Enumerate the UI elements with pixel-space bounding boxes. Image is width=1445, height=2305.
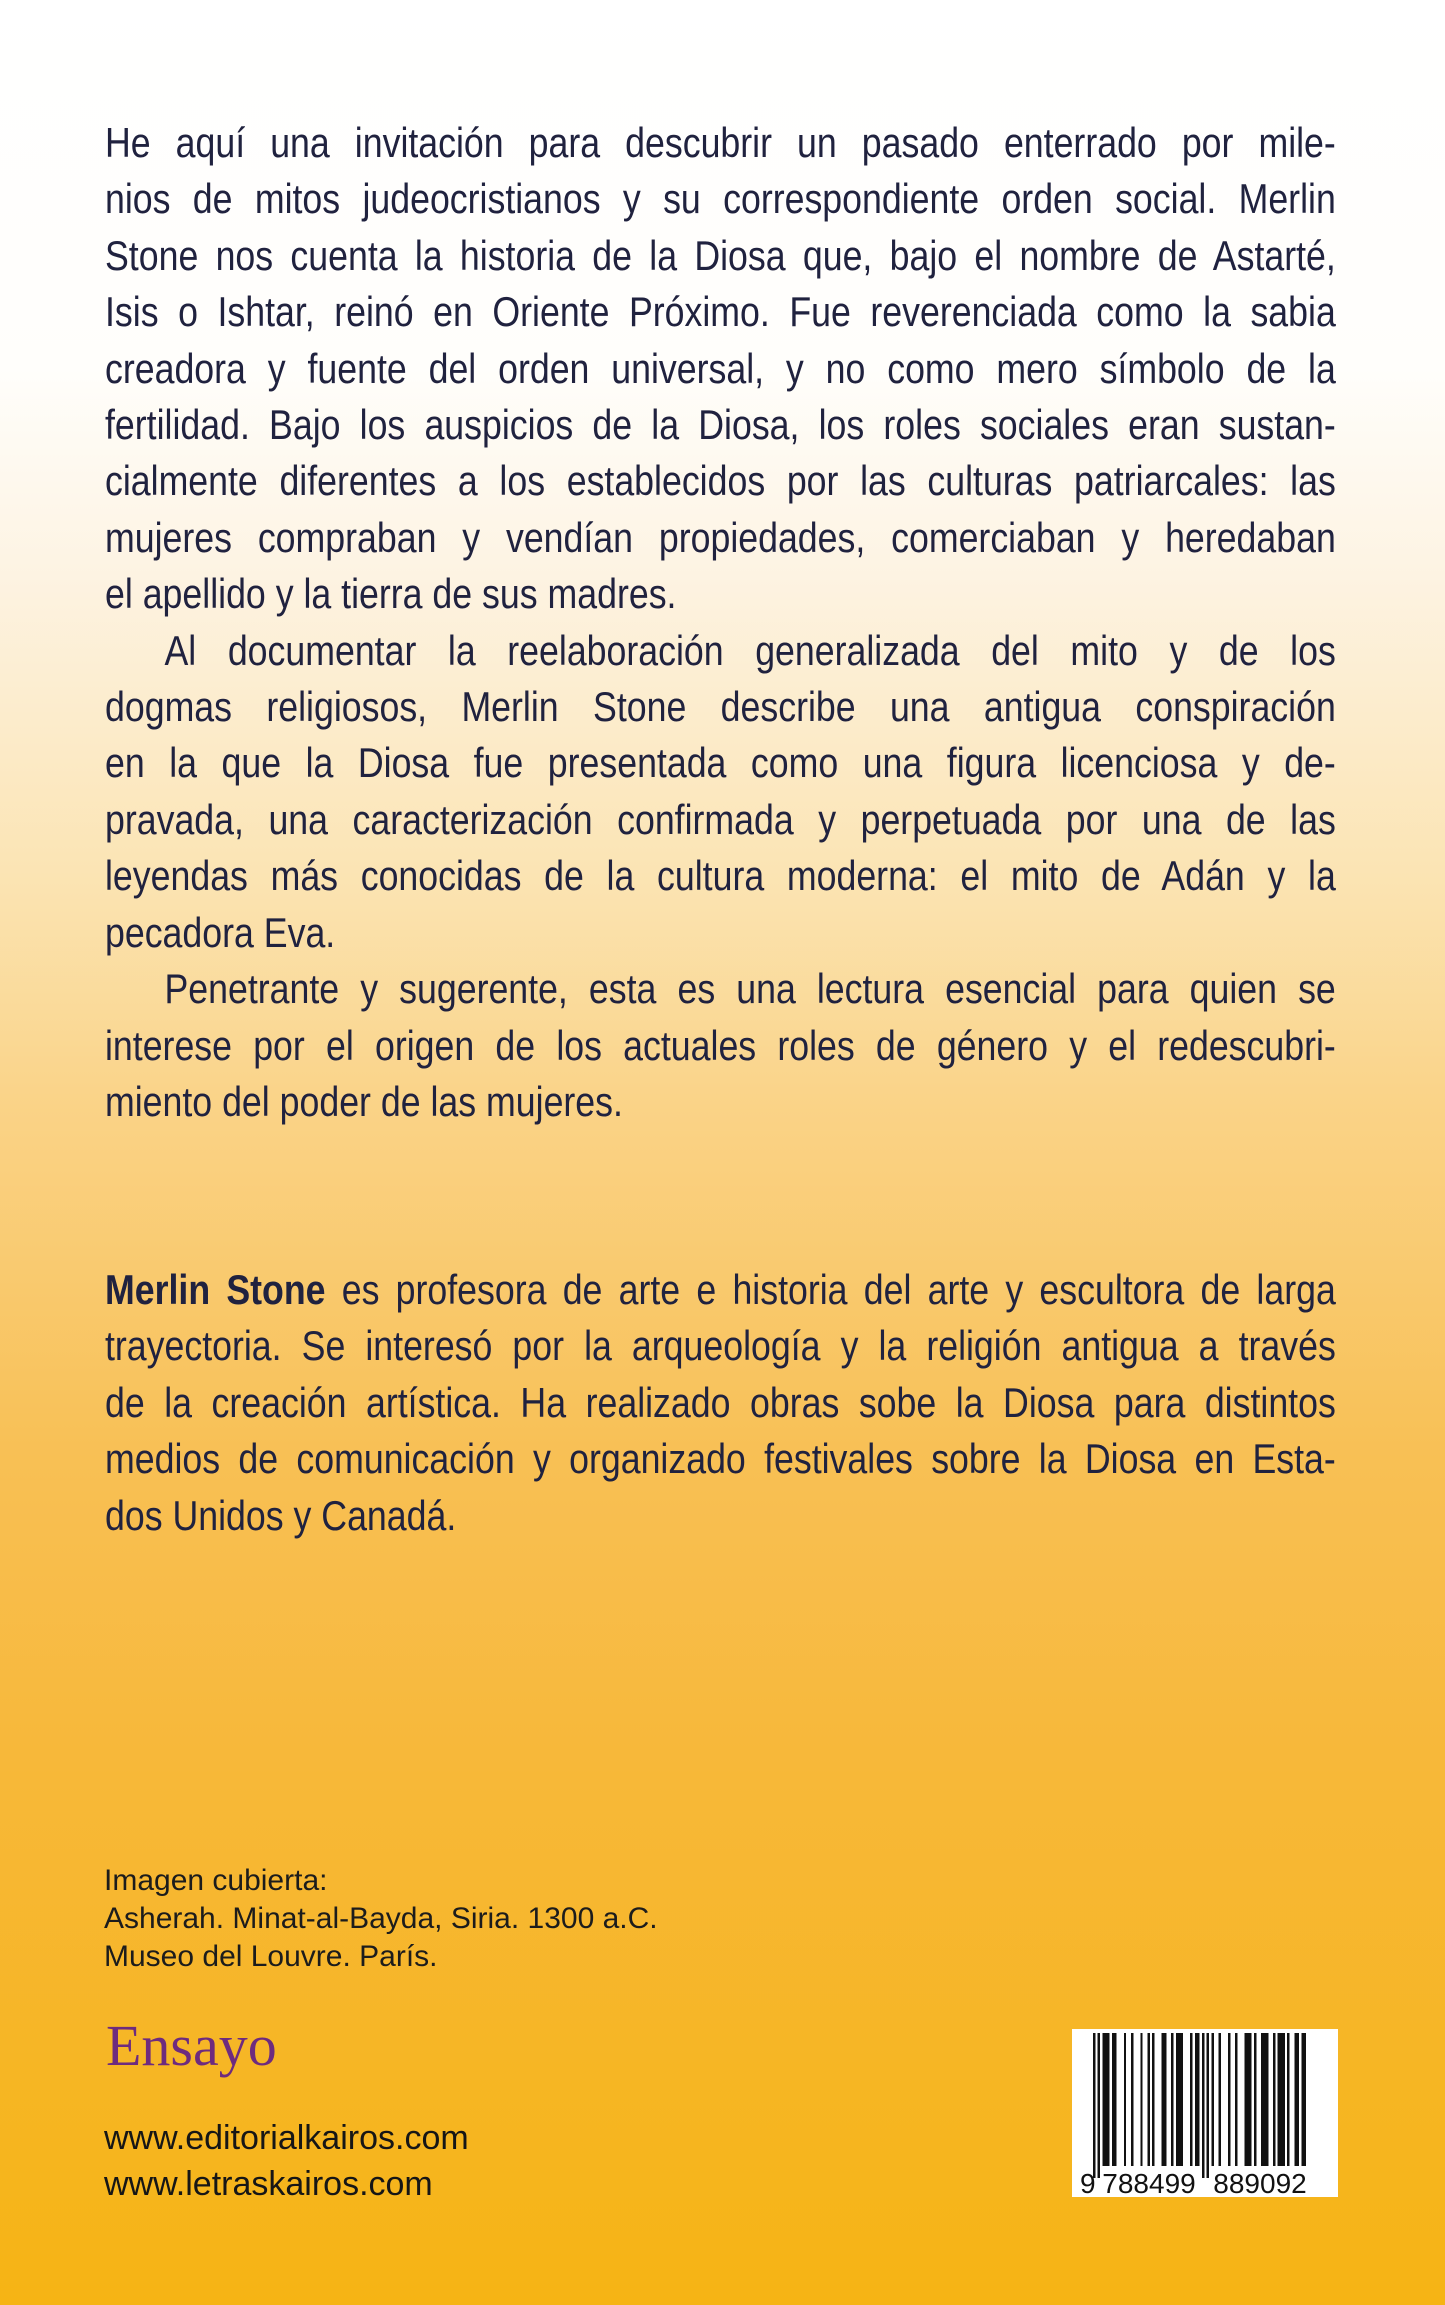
publisher-websites <box>104 2115 469 2207</box>
author-bio-text <box>105 1262 1336 1544</box>
text-line: en la que la Diosa fue presentada como una figura licenciosa y de- <box>105 739 1336 787</box>
text-line: creadora y fuente del orden universal, y no como mero símbolo de la <box>105 344 1336 392</box>
text-line: pecadora Eva. <box>105 908 336 956</box>
text-line: dogmas religiosos, Merlin Stone describe una antigua conspiración <box>105 683 1336 731</box>
text-line: Imagen cubierta: <box>104 1864 328 1897</box>
paragraph <box>105 1262 1336 1544</box>
paragraph <box>105 115 1336 623</box>
cover-image-credit <box>104 1862 658 1976</box>
paragraph <box>105 623 1336 961</box>
text-line: pravada, una caracterización confirmada y perpetuada por una de las <box>105 795 1336 843</box>
barcode-digits: 788499 <box>1102 2168 1196 2197</box>
text-line: dos Unidos y Canadá. <box>105 1491 457 1539</box>
text-line: de la creación artística. Ha realizado obras sobe la Diosa para distintos <box>105 1378 1336 1426</box>
text-line: He aquí una invitación para descubrir un pasado enterrado por mile- <box>105 119 1336 166</box>
text-line: Penetrante y sugerente, esta es una lectura esencial para quien se <box>164 965 1336 1013</box>
text-line: leyendas más conocidas de la cultura moderna: el mito de Adán y la <box>105 852 1336 900</box>
paragraph <box>105 961 1336 1130</box>
text-line: nios de mitos judeocristianos y su correspondiente orden social. Merlin <box>105 175 1336 223</box>
text-line: www.letraskairos.com <box>104 2165 433 2203</box>
text-line: Stone nos cuenta la historia de la Diosa que, bajo el nombre de Astarté, <box>105 231 1336 279</box>
text-line: interese por el origen de los actuales roles de género y el redescubri- <box>105 1021 1336 1069</box>
text-line: Museo del Louvre. París. <box>104 1940 438 1973</box>
text-line: cialmente diferentes a los establecidos por las culturas patriarcales: las <box>105 457 1336 505</box>
isbn-barcode <box>1072 2029 1338 2197</box>
text-line: trayectoria. Se interesó por la arqueología y la religión antigua a través <box>105 1322 1336 1370</box>
text-line: Al documentar la reelaboración generalizada del mito y de los <box>164 626 1336 674</box>
text-line: miento del poder de las mujeres. <box>105 1077 623 1125</box>
text-line: medios de comunicación y organizado festivales sobre la Diosa en Esta- <box>105 1435 1336 1483</box>
text-line: mujeres compraban y vendían propiedades, comerciaban y heredaban <box>105 513 1336 561</box>
barcode-digits: 889092 <box>1213 2168 1307 2197</box>
text-line: www.editorialkairos.com <box>104 2119 469 2157</box>
synopsis-text <box>105 115 1336 1130</box>
text-line: Asherah. Minat-al-Bayda, Siria. 1300 a.C. <box>104 1902 658 1935</box>
text-line: Isis o Ishtar, reinó en Oriente Próximo. Fue reverenciada como la sabia <box>105 288 1336 336</box>
barcode-digits: 9 <box>1080 2168 1096 2197</box>
text-line: Merlin Stone es profesora de arte e historia del arte y escultora de larga <box>105 1266 1336 1313</box>
text-line: el apellido y la tierra de sus madres. <box>105 570 677 618</box>
genre-label: Ensayo <box>106 2013 277 2078</box>
text-line: fertilidad. Bajo los auspicios de la Diosa, los roles sociales eran sustan- <box>105 401 1336 449</box>
barcode-bars <box>1072 2029 1338 2197</box>
